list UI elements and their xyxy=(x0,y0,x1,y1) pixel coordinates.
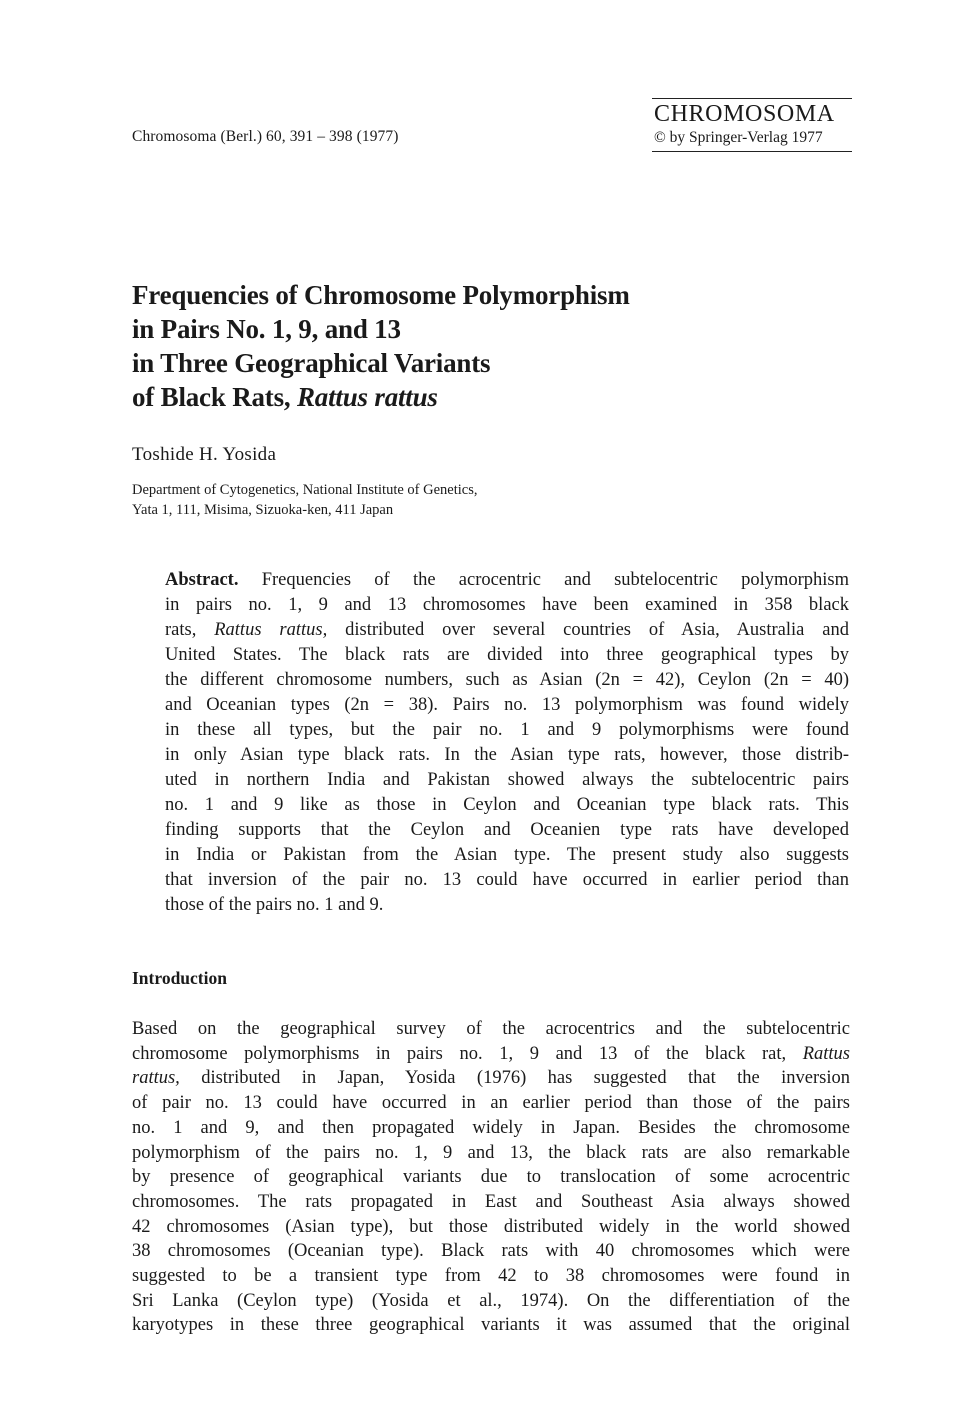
abstract-line xyxy=(165,568,849,593)
journal-citation: Chromosoma (Berl.) 60, 391 – 398 (1977) xyxy=(132,128,399,145)
abstract-text: rats, xyxy=(165,620,215,640)
title-line: Frequencies of Chromosome Polymorphism xyxy=(132,280,630,310)
body-line xyxy=(132,1066,850,1091)
body-line: suggested to be a transient type from 42 to 38 chromosomes were found in xyxy=(132,1266,850,1287)
abstract-text: Frequencies of the acrocentric and subtelocentric polymorphism xyxy=(238,570,849,590)
body-line: by presence of geographical variants due to translocation of some acrocentric xyxy=(132,1167,850,1188)
title-line: in Pairs No. 1, 9, and 13 xyxy=(132,314,401,344)
journal-name: CHROMOSOMA xyxy=(654,101,835,127)
abstract-line: and Oceanian types (2n = 38). Pairs no. 13 polymorphism was found widely xyxy=(165,695,849,715)
body-line: 42 chromosomes (Asian type), but those distributed widely in the world showed xyxy=(132,1216,850,1237)
abstract-line xyxy=(165,618,849,643)
body-line: Based on the geographical survey of the acrocentrics and the subtelocentric xyxy=(132,1019,850,1039)
title-line xyxy=(132,380,852,414)
introduction-body xyxy=(132,1017,850,1338)
body-text: distributed in Japan, Yosida (1976) has suggested that the inversion xyxy=(179,1068,850,1089)
body-line: chromosomes. The rats propagated in East and Southeast Asia always showed xyxy=(132,1191,850,1212)
abstract-line: in these all types, but the pair no. 1 and 9 polymorphisms were found xyxy=(165,720,849,740)
title-prefix: of Black Rats, xyxy=(132,382,297,412)
abstract-line: in only Asian type black rats. In the Asian type rats, however, those distrib- xyxy=(165,745,849,765)
body-line: of pair no. 13 could have occurred in an earlier period than those of the pairs xyxy=(132,1093,850,1114)
abstract-line: United States. The black rats are divided into three geographical types by xyxy=(165,645,849,665)
affiliation-line: Yata 1, 111, Misima, Sizuoka-ken, 411 Japan xyxy=(132,502,394,518)
abstract-label: Abstract. xyxy=(165,570,239,590)
abstract-line: those of the pairs no. 1 and 9. xyxy=(165,895,384,915)
copyright-notice: © by Springer-Verlag 1977 xyxy=(654,129,823,146)
abstract-line: no. 1 and 9 like as those in Ceylon and Oceanian type black rats. This xyxy=(165,795,849,815)
species-name: Rattus rattus xyxy=(297,382,438,412)
body-line xyxy=(132,1042,850,1067)
body-text: chromosome polymorphisms in pairs no. 1, 9 and 13 of the black rat, xyxy=(132,1043,787,1064)
body-line: 38 chromosomes (Oceanian type). Black rats with 40 chromosomes which were xyxy=(132,1241,850,1262)
abstract-line: that inversion of the pair no. 13 could have occurred in earlier period than xyxy=(165,870,849,890)
abstract xyxy=(165,568,849,918)
author-affiliation xyxy=(132,480,478,520)
author-name: Toshide H. Yosida xyxy=(132,444,277,465)
body-line: polymorphism of the pairs no. 1, 9 and 13, the black rats are also remarkable xyxy=(132,1142,850,1163)
section-heading-introduction: Introduction xyxy=(132,968,227,988)
affiliation-line: Department of Cytogenetics, National Institute of Genetics, xyxy=(132,482,478,498)
body-line: Sri Lanka (Ceylon type) (Yosida et al., 1974). On the differentiation of the xyxy=(132,1290,850,1311)
abstract-line: uted in northern India and Pakistan showed always the subtelocentric pairs xyxy=(165,770,849,790)
title-line: in Three Geographical Variants xyxy=(132,348,491,378)
abstract-line: in pairs no. 1, 9 and 13 chromosomes have been examined in 358 black xyxy=(165,595,849,615)
article-title xyxy=(132,278,852,414)
journal-masthead xyxy=(652,98,852,152)
species-name: Rattus rattus, xyxy=(214,620,328,640)
species-name: Rattus xyxy=(802,1043,850,1064)
body-line: karyotypes in these three geographical variants it was assumed that the original xyxy=(132,1315,850,1336)
abstract-line: in India or Pakistan from the Asian type. The present study also suggests xyxy=(165,845,849,865)
abstract-line: the different chromosome numbers, such as Asian (2n = 42), Ceylon (2n = 40) xyxy=(165,670,849,690)
species-name: rattus, xyxy=(132,1068,180,1089)
abstract-text: distributed over several countries of Asia, Australia and xyxy=(327,620,849,640)
abstract-line: finding supports that the Ceylon and Oceanien type rats have developed xyxy=(165,820,849,840)
body-line: no. 1 and 9, and then propagated widely in Japan. Besides the chromosome xyxy=(132,1117,850,1138)
